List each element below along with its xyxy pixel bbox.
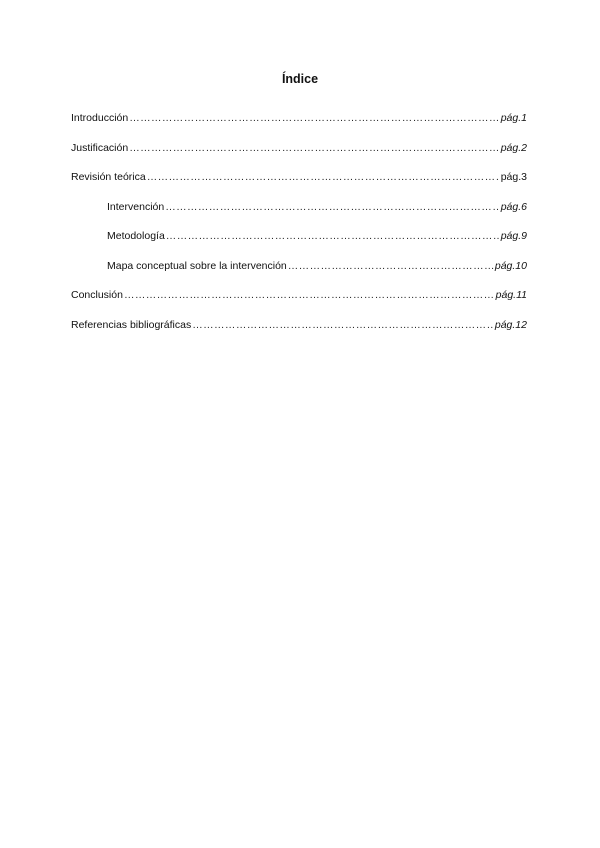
toc-leader-dots — [288, 260, 494, 272]
toc-leader-dots — [165, 201, 500, 213]
toc-entry-page: pág.1 — [500, 112, 527, 124]
toc-entry-page: pág.2 — [500, 141, 527, 154]
toc-entry-label: Conclusión — [71, 289, 123, 301]
toc-entry-page: pág.12 — [494, 318, 527, 331]
toc-entry-revision-teorica[interactable] — [71, 171, 527, 201]
toc-entry-referencias[interactable] — [71, 319, 527, 349]
toc-entry-page: pág.6 — [500, 200, 527, 213]
toc-entry-label: Intervención — [107, 200, 165, 213]
toc-leader-dots — [192, 319, 494, 331]
toc-leader-dots — [166, 230, 500, 242]
toc-entry-page: pág.10 — [494, 259, 527, 272]
toc-entry-label: Justificación — [71, 141, 129, 154]
toc-entry-label: Mapa conceptual sobre la intervención — [107, 259, 287, 272]
toc-entry-page: pág.3 — [500, 171, 527, 183]
toc-entry-justificacion[interactable] — [71, 142, 527, 172]
toc-entry-label: Referencias bibliográficas — [71, 318, 192, 331]
toc-leader-dots — [124, 289, 495, 301]
toc-entry-page: pág.11 — [495, 289, 527, 301]
toc-entry-introduccion[interactable] — [71, 112, 527, 142]
table-of-contents — [71, 112, 527, 348]
toc-leader-dots — [129, 112, 500, 124]
toc-entry-label: Metodología — [107, 230, 165, 242]
toc-entry-metodologia[interactable] — [71, 230, 527, 260]
toc-leader-dots — [147, 171, 500, 183]
toc-entry-intervencion[interactable] — [71, 201, 527, 231]
toc-entry-label: Revisión teórica — [71, 171, 146, 183]
toc-entry-label: Introducción — [71, 112, 129, 124]
toc-entry-conclusion[interactable] — [71, 289, 527, 319]
toc-entry-mapa-conceptual[interactable] — [71, 260, 527, 290]
toc-leader-dots — [129, 142, 500, 154]
toc-entry-page: pág.9 — [500, 230, 527, 242]
page-title: Índice — [281, 72, 319, 86]
